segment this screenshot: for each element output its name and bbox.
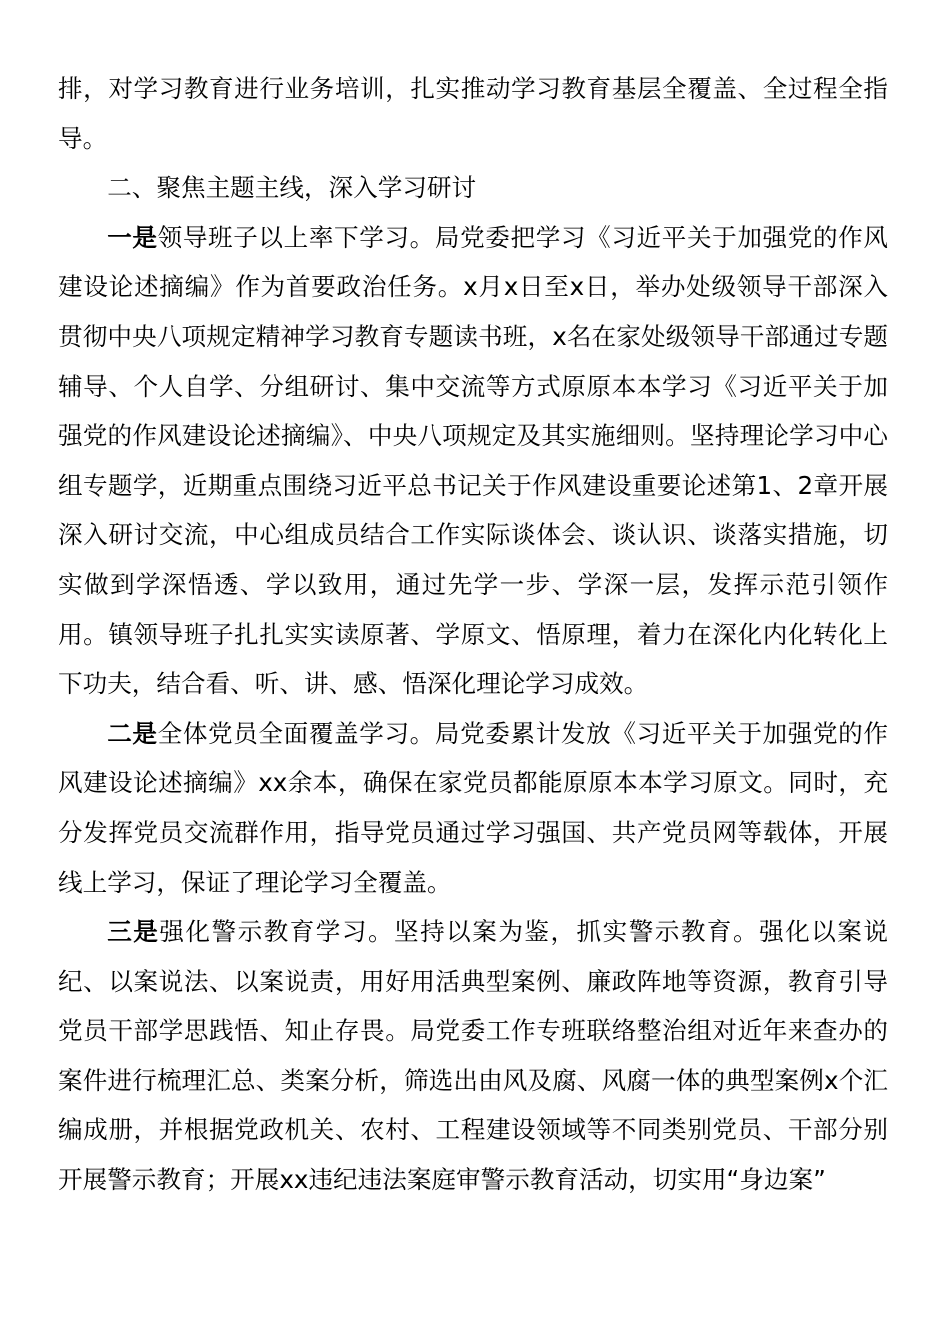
paragraph-three-lead: 三是 (107, 917, 160, 947)
document-page (58, 64, 888, 1205)
paragraph-continuation: 排，对学习教育进行业务培训，扎实推动学习教育基层全覆盖、全过程全指导。 (58, 74, 888, 153)
paragraph-three-body: 强化警示教育学习。坚持以案为鉴，抓实警示教育。强化以案说纪、以案说法、以案说责，用好用活典型案例、廉政阵地等资源，教育引导党员干部学思践悟、知止存畏。局党委工作专班联络整治组对近年来查办的案件进行梳理汇总、类案分析，筛选出由风及腐、风腐一体的典型案例x个汇编成册，并根据党政机关、农村、工程建设领域等不同类别党员、干部分别开展警示教育；开展xx违纪违法案庭审警示教育活动，切实用“身边案” (58, 917, 888, 1195)
paragraph-two-lead: 二是 (107, 718, 158, 748)
section-heading: 二、聚焦主题主线，深入学习研讨 (107, 173, 477, 203)
paragraph-one-lead: 一是 (107, 222, 158, 252)
paragraph-three (58, 907, 888, 1205)
paragraph-two-body: 全体党员全面覆盖学习。局党委累计发放《习近平关于加强党的作风建设论述摘编》xx余本，确保在家党员都能原原本本学习原文。同时，充分发挥党员交流群作用，指导党员通过学习强国、共产党员网等载体，开展线上学习，保证了理论学习全覆盖。 (58, 718, 888, 897)
paragraph-one (58, 213, 888, 709)
paragraph-two (58, 709, 888, 907)
paragraph-one-body: 领导班子以上率下学习。局党委把学习《习近平关于加强党的作风建设论述摘编》作为首要政治任务。x月x日至x日，举办处级领导干部深入贯彻中央八项规定精神学习教育专题读书班，x名在家处级领导干部通过专题辅导、个人自学、分组研讨、集中交流等方式原原本本学习《习近平关于加强党的作风建设论述摘编》、中央八项规定及其实施细则。坚持理论学习中心组专题学，近期重点围绕习近平总书记关于作风建设重要论述第1、2章开展深入研讨交流，中心组成员结合工作实际谈体会、谈认识、谈落实措施，切实做到学深悟透、学以致用，通过先学一步、学深一层，发挥示范引领作用。镇领导班子扎扎实实读原著、学原文、悟原理，着力在深化内化转化上下功夫，结合看、听、讲、感、悟深化理论学习成效。 (58, 222, 888, 699)
